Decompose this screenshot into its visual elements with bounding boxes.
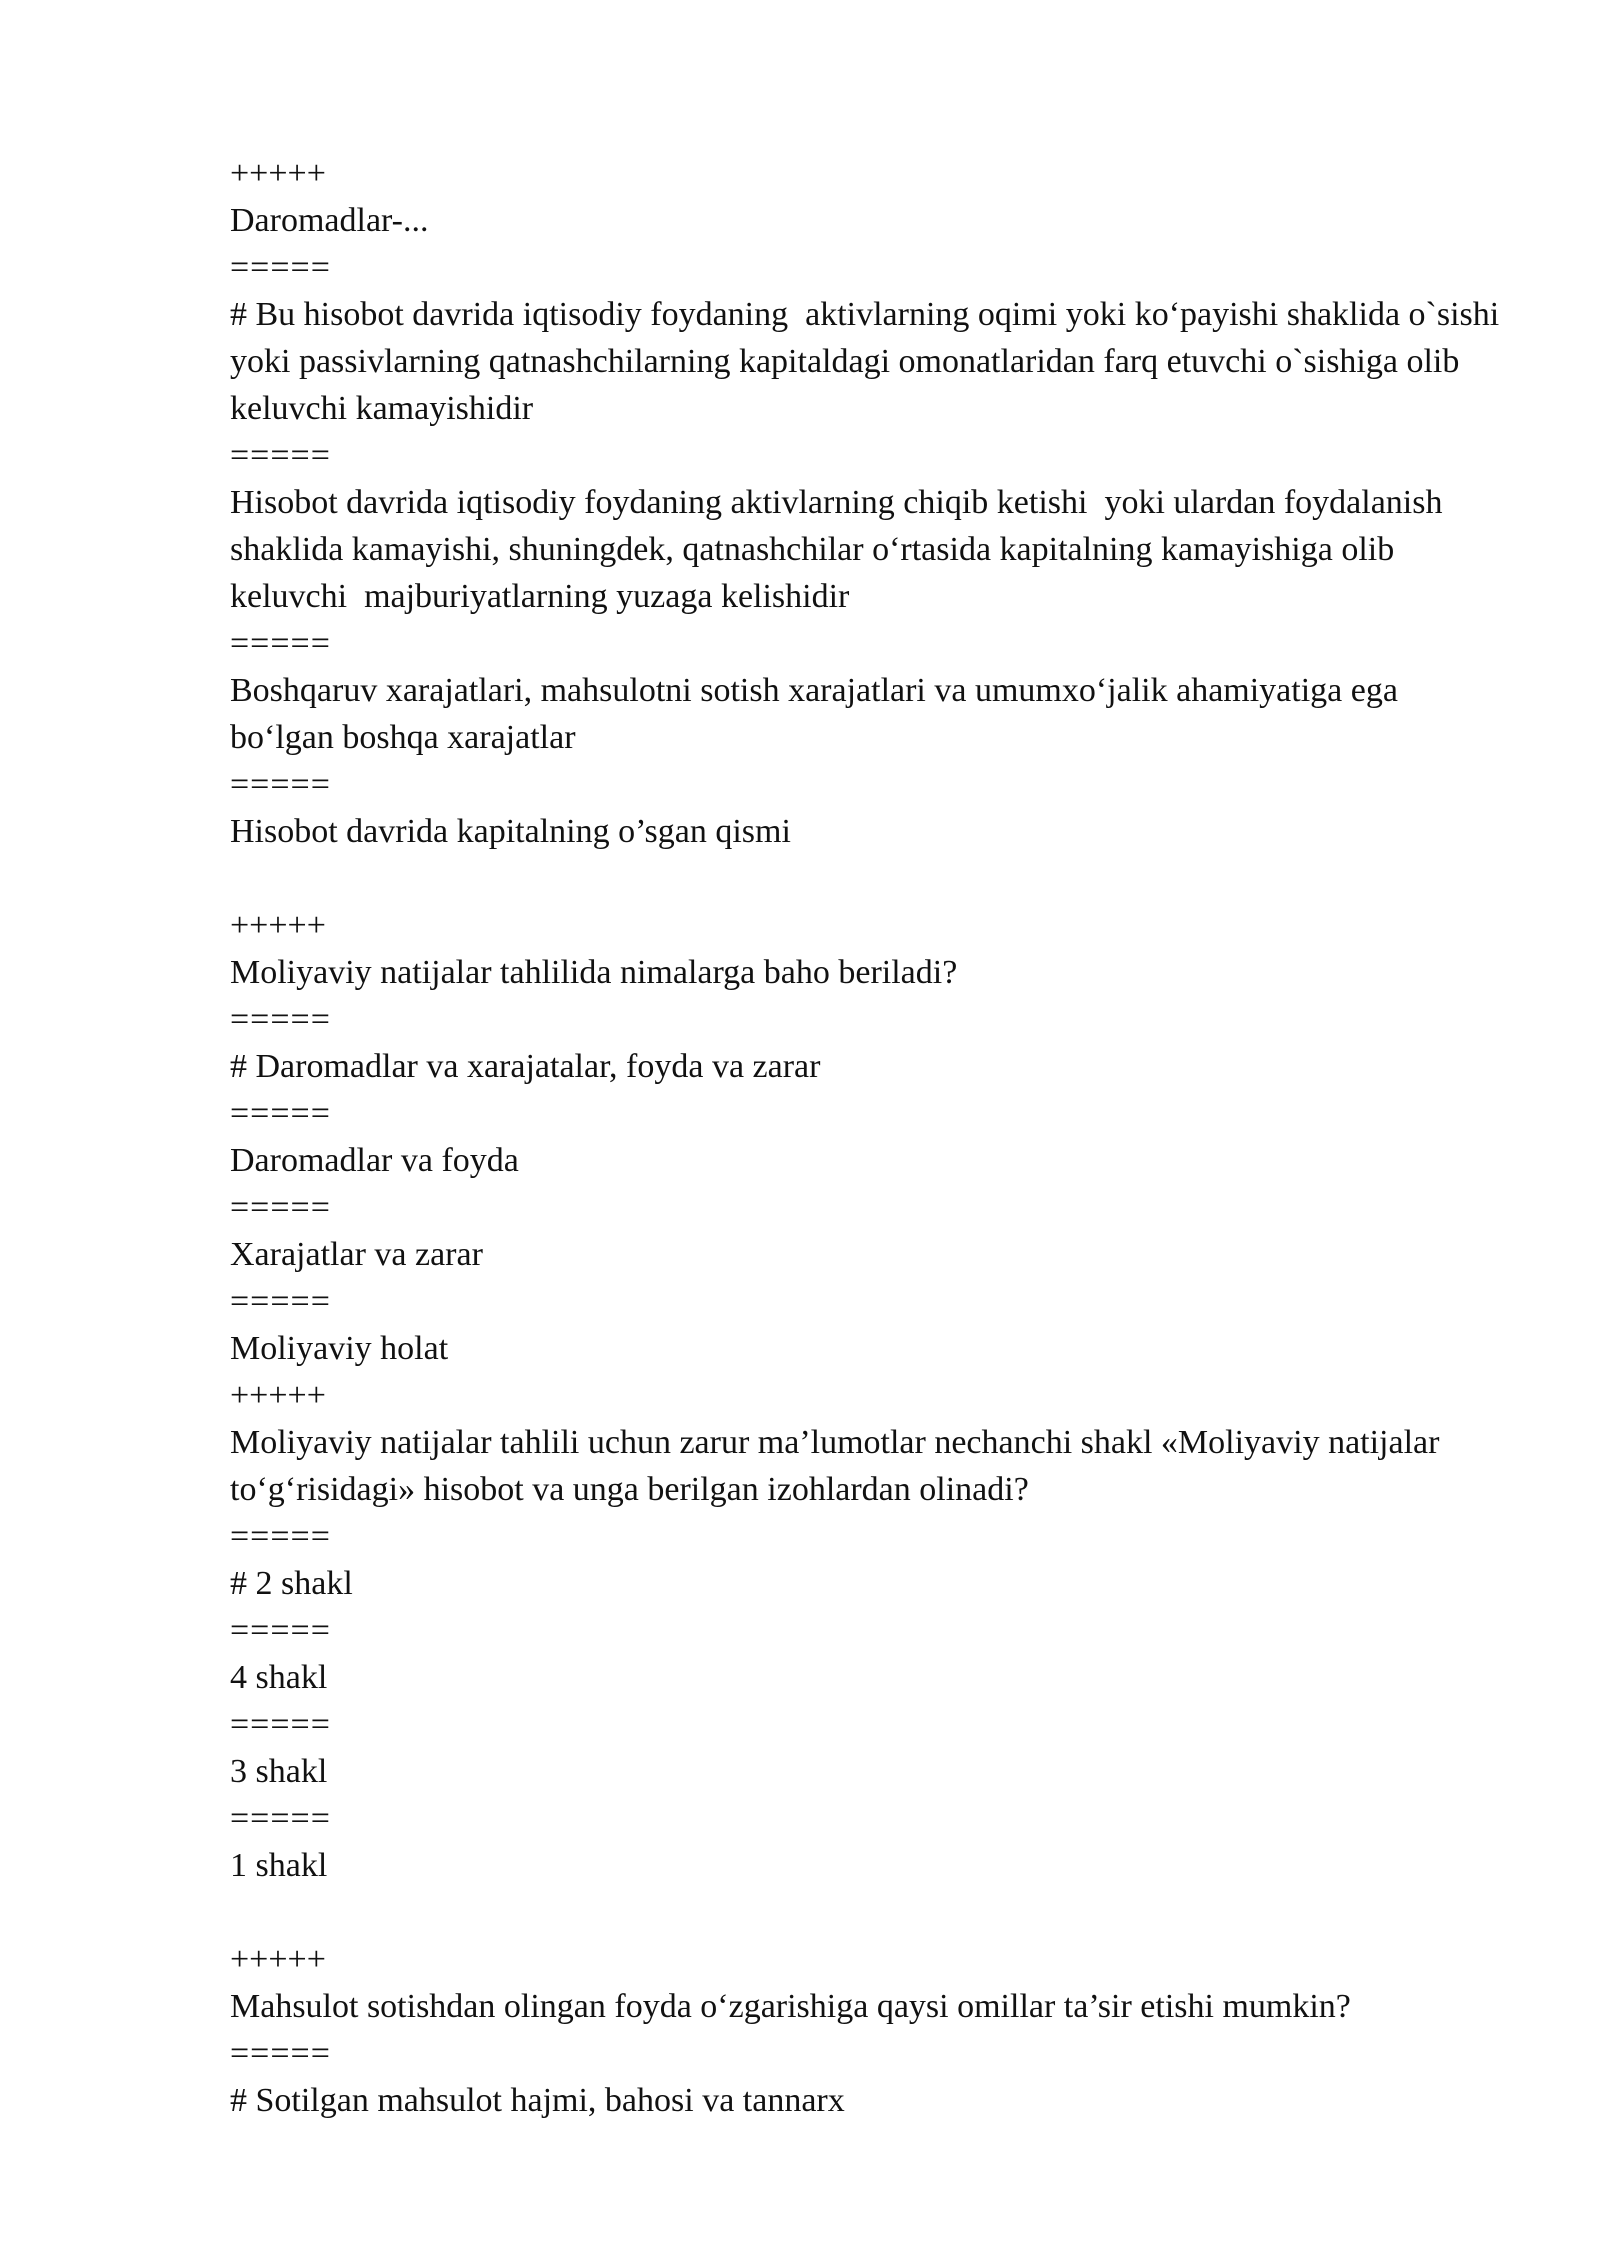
answer-option: 1 shakl [230, 1847, 328, 1884]
answer-divider: ===== [230, 766, 331, 803]
question-block [230, 150, 1510, 855]
question-block [230, 1372, 1510, 1889]
question-marker: +++++ [230, 907, 326, 944]
answer-option: Moliyaviy holat [230, 1330, 449, 1367]
answer-divider: ===== [230, 1706, 331, 1743]
question-text: Moliyaviy natijalar tahlili uchun zarur ma’lumotlar nechanchi shakl «Moliyaviy natijalar to‘g‘risidagi» hisobot va unga berilgan izohlardan olinadi? [230, 1424, 1448, 1508]
answer-option-correct: # 2 shakl [230, 1565, 353, 1602]
answer-divider: ===== [230, 437, 331, 474]
answer-divider: ===== [230, 1800, 331, 1837]
answer-option-correct: # Sotilgan mahsulot hajmi, bahosi va tannarx [230, 2082, 845, 2119]
answer-option-correct: # Bu hisobot davrida iqtisodiy foydaning aktivlarning oqimi yoki ko‘payishi shaklida o`sishi yoki passivlarning qatnashchilarning kapitaldagi omonatlaridan farq etuvchi o`sishiga olib keluvchi kamayishidir [230, 296, 1508, 427]
question-text: Moliyaviy natijalar tahlilida nimalarga baho beriladi? [230, 954, 958, 991]
answer-option: Hisobot davrida kapitalning o’sgan qismi [230, 813, 791, 850]
answer-option: 3 shakl [230, 1753, 328, 1790]
document-page [230, 150, 1510, 2124]
answer-option: 4 shakl [230, 1659, 328, 1696]
question-marker: +++++ [230, 1941, 326, 1978]
blank-line [230, 1889, 1510, 1936]
answer-divider: ===== [230, 1283, 331, 1320]
answer-divider: ===== [230, 1095, 331, 1132]
blank-line [230, 855, 1510, 902]
answer-option-correct: # Daromadlar va xarajatalar, foyda va zarar [230, 1048, 821, 1085]
question-marker: +++++ [230, 1377, 326, 1414]
question-block [230, 1936, 1510, 2124]
answer-option: Daromadlar va foyda [230, 1142, 519, 1179]
answer-divider: ===== [230, 1001, 331, 1038]
answer-divider: ===== [230, 2035, 331, 2072]
answer-divider: ===== [230, 1189, 331, 1226]
answer-divider: ===== [230, 625, 331, 662]
answer-option: Xarajatlar va zarar [230, 1236, 483, 1273]
answer-divider: ===== [230, 1612, 331, 1649]
question-marker: +++++ [230, 155, 326, 192]
question-text: Mahsulot sotishdan olingan foyda o‘zgarishiga qaysi omillar ta’sir etishi mumkin? [230, 1988, 1351, 2025]
question-block [230, 902, 1510, 1372]
answer-divider: ===== [230, 1518, 331, 1555]
answer-option: Hisobot davrida iqtisodiy foydaning aktivlarning chiqib ketishi yoki ulardan foydalanish shaklida kamayishi, shuningdek, qatnashchilar o‘rtasida kapitalning kamayishiga olib keluvchi majburiyatlarning yuzaga kelishidir [230, 484, 1460, 615]
answer-option: Boshqaruv xarajatlari, mahsulotni sotish xarajatlari va umumxo‘jalik ahamiyatiga ega bo‘lgan boshqa xarajatlar [230, 672, 1407, 756]
answer-divider: ===== [230, 249, 331, 286]
question-text: Daromadlar-... [230, 202, 429, 239]
